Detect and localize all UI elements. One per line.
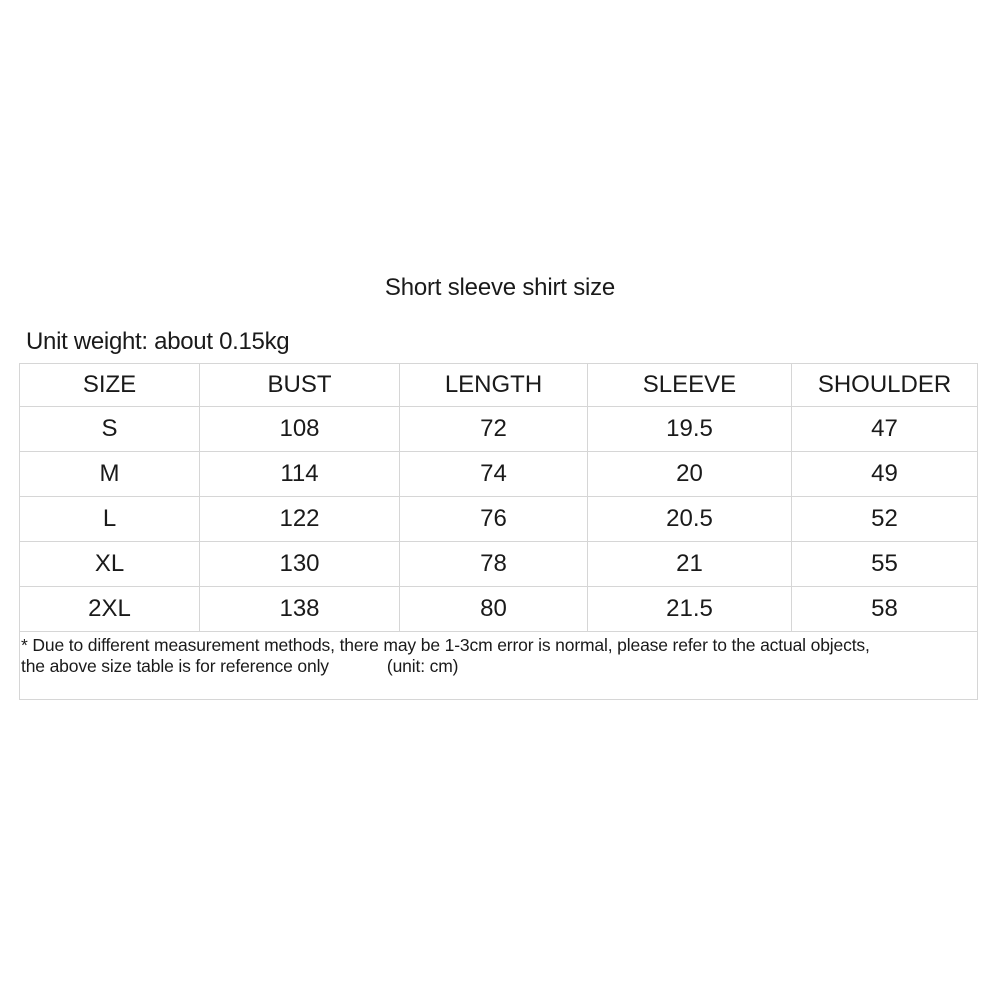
cell-sleeve: 19.5 [588, 407, 792, 452]
page-title: Short sleeve shirt size [384, 274, 616, 301]
column-header-shoulder: SHOULDER [792, 364, 978, 407]
cell-size: XL [20, 542, 200, 587]
table-row [20, 407, 978, 452]
column-header-length: LENGTH [400, 364, 588, 407]
table-header-row [20, 364, 978, 407]
cell-sleeve: 21.5 [588, 587, 792, 632]
footnote-cell [20, 632, 978, 700]
cell-shoulder: 52 [792, 497, 978, 542]
cell-sleeve: 20.5 [588, 497, 792, 542]
column-header-size: SIZE [20, 364, 200, 407]
cell-sleeve: 20 [588, 452, 792, 497]
cell-shoulder: 55 [792, 542, 978, 587]
cell-bust: 122 [200, 497, 400, 542]
cell-size: 2XL [20, 587, 200, 632]
footnote-line-2 [21, 656, 977, 677]
table-row [20, 587, 978, 632]
table-row [20, 542, 978, 587]
cell-size: L [20, 497, 200, 542]
size-table [19, 363, 978, 700]
cell-length: 80 [400, 587, 588, 632]
cell-length: 76 [400, 497, 588, 542]
cell-bust: 130 [200, 542, 400, 587]
cell-shoulder: 58 [792, 587, 978, 632]
cell-length: 78 [400, 542, 588, 587]
cell-shoulder: 49 [792, 452, 978, 497]
cell-sleeve: 21 [588, 542, 792, 587]
cell-size: S [20, 407, 200, 452]
column-header-bust: BUST [200, 364, 400, 407]
cell-bust: 108 [200, 407, 400, 452]
footnote-reference-text: the above size table is for reference only [21, 656, 329, 676]
table-row [20, 452, 978, 497]
cell-shoulder: 47 [792, 407, 978, 452]
column-header-sleeve: SLEEVE [588, 364, 792, 407]
cell-size: M [20, 452, 200, 497]
cell-bust: 114 [200, 452, 400, 497]
cell-bust: 138 [200, 587, 400, 632]
footnote-row [20, 632, 978, 700]
table-row [20, 497, 978, 542]
footnote-line-1: * Due to different measurement methods, there may be 1-3cm error is normal, please refer to the actual objects, [21, 635, 870, 655]
cell-length: 74 [400, 452, 588, 497]
unit-label: (unit: cm) [386, 656, 459, 676]
unit-weight-label: Unit weight: about 0.15kg [26, 328, 290, 355]
cell-length: 72 [400, 407, 588, 452]
